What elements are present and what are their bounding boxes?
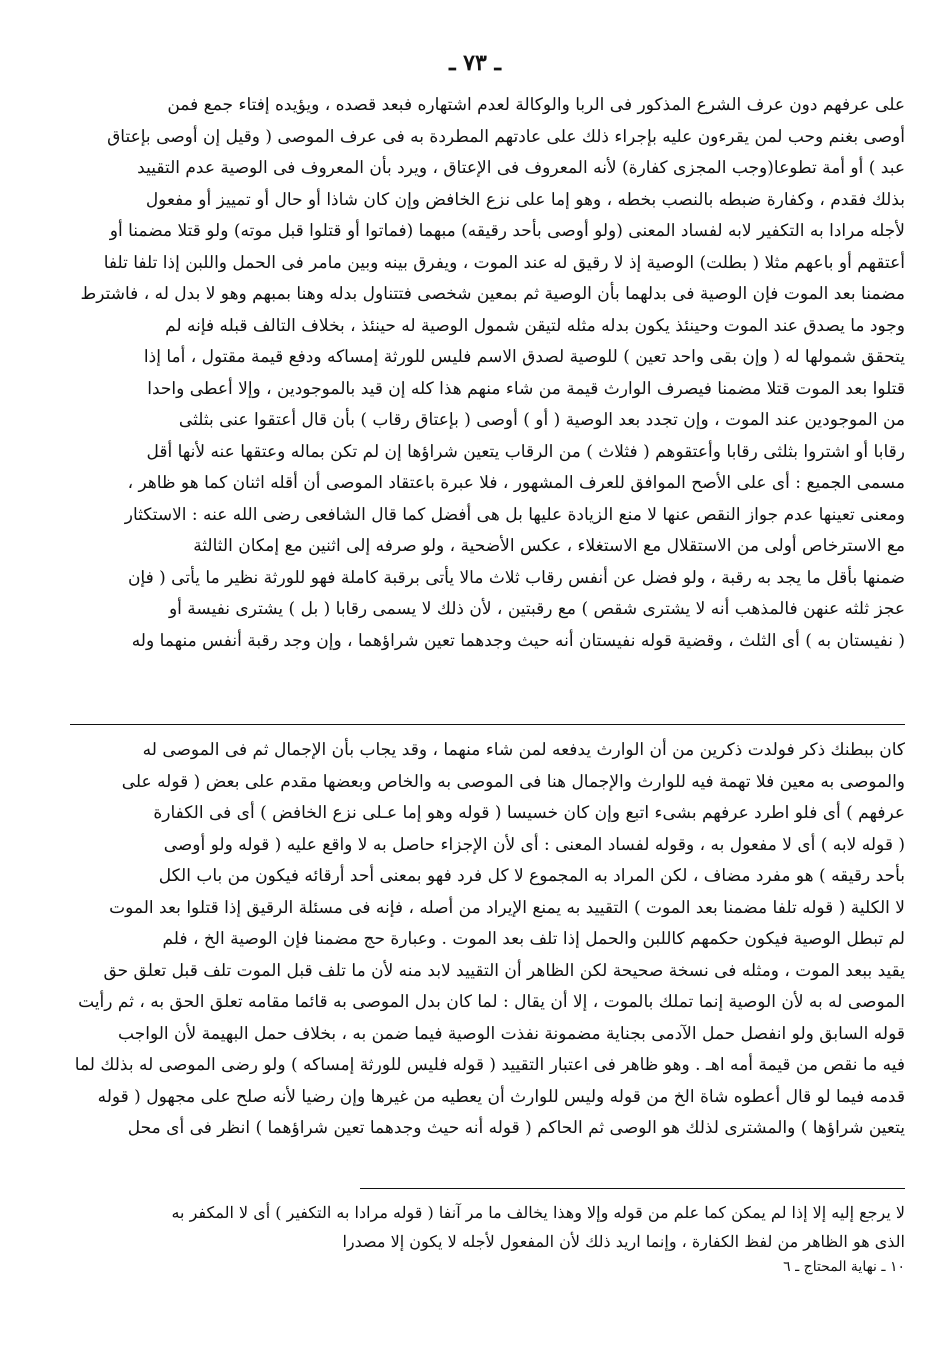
commentary-line: يقيد ببعد الموت ، ومثله فى نسخة صحيحة لكن الظاهر أن التقييد لابد منه لأن ما تلف قبل الموت تلف قبل تعلق حق <box>103 960 905 981</box>
text-line: ومعنى تعينها عدم جواز النقص عنها لا منع الزيادة عليها بل هى أفضل كما قال الشافعى رضى الله عنه : الاستكثار <box>124 504 905 525</box>
commentary-line: يتعين شراؤها ) والمشترى لذلك هو الوصى ثم الحاكم ( قوله أنه حيث وجدهما تعين شراؤهما ) انظر فى أى محل <box>127 1118 905 1138</box>
text-line: مضمنا بعد الموت فإن الوصية فى بدلهما بأن الوصية ثم بمعين شخصى فتتناول بدله وهنا بمبهم وهو لا بدل له ، فاشترط <box>80 284 905 304</box>
commentary-text <box>70 735 905 1145</box>
text-line: مع الاسترخاص أولى من الاستقلال مع الاستغلاء ، عكس الأضحية ، ولو صرفه إلى اثنين مع إمكان الثالثة <box>193 536 905 556</box>
commentary-line: عرفهم ) أى فلو اطرد عرفهم بشىء اتبع وإن كان خسيسا ( قوله وهو إما عـلى نزع الخافض ) أى فى الكفارة <box>153 803 905 823</box>
text-line: ( نفيستان به ) أى الثلث ، وقضية قوله نفيستان أنه حيث وجدهما تعين شراؤهما ، وإن وجد رقبة أنفس منهما وله <box>131 630 905 651</box>
text-line: وجود ما يصدق عند الموت وحينئذ يكون بدله مثله لتيقن شمول الوصية له حينئذ ، بخلاف التالف قبله فإنه لم <box>165 315 905 336</box>
text-line: قتلوا بعد الموت قتلا مضمنا فيصرف الوارث قيمة من شاء منهم هذا كله إن قيد بالموجودين ، وإلا أعطى واحدا <box>147 378 905 399</box>
commentary-line: قدمه فيما لو قال أعطوه شاة الخ من قوله وليس للوارث أن يعطيه من غيرها وإن رضيا لأنه صلح على مجهول ( قوله <box>97 1086 905 1107</box>
page-number: ـ ٧٣ ـ <box>449 50 501 76</box>
footnote-line: لا يرجع إليه إلا إذا لم يمكن كما علم من قوله وإلا وهذا يخالف ما مر آنفا ( قوله مرادا به التكفير ) أى لا المكفر به <box>171 1203 905 1222</box>
text-line: أعتقهم أو باعهم مثلا ( بطلت) الوصية إذ لا رقيق له عند الموت ، ويفرق بينه وبين مامر فى الحمل واللبن إذا تلفا تلفا <box>103 252 905 273</box>
main-text <box>70 90 905 657</box>
commentary-line: لا الكلية ( قوله تلفا مضمنا بعد الموت ) التقييد به يمنع الإيراد من أصله ، فإنه فى مسئلة الرقيق إذا قتلوا بعد الموت <box>109 897 905 918</box>
commentary-line: ( قوله لابه ) أى لا مفعول به ، وقوله لفساد المعنى : أى لأن الإجزاء حاصل به لا واقع عليه ( قوله ولو أوصى <box>163 834 905 855</box>
commentary-line: قوله السابق ولو انفصل حمل الآدمى بجناية مضمونة نفذت الوصية فيما ضمن به ، بخلاف حمل البهيمة لأن الواجب <box>118 1023 905 1044</box>
text-line: ضمنها بأقل ما يجد به رقبة ، ولو فضل عن أنفس رقاب ثلاث مالا يأتى برقبة كاملة فهو للورثة نظير ما يأتى ( فإن <box>127 567 905 588</box>
text-line: من الموجودين عند الموت ، وإن تجدد بعد الوصية ( أو ) أوصى ( بإعتاق رقاب ) بأن قال أعتقوا عنى بثلثى <box>178 410 905 430</box>
commentary-line: والموصى به معين فلا تهمة فيه للوارث والإجمال هنا فى الموصى به والخاص وبعضها مقدم على بعض ( قوله على <box>121 771 905 792</box>
text-line: عبد ) أو أمة تطوعا(وجب المجزى كفارة) لأنه المعروف فى الإعتاق ، ويرد بأن المعروف فى الوصية عدم التقييد <box>137 158 905 178</box>
text-line: بذلك فقدم ، وكفارة ضبطه بالنصب بخطه ، وهو إما على نزع الخافض وإن كان شاذا أو حال أو تمييز أو مفعول <box>145 189 905 210</box>
footnote-divider <box>70 724 905 725</box>
commentary-line: بأحد رقيقه ) هو مفرد مضاف ، لكن المراد به المجموع لا كل فرد فهو بمعنى أحد أرقائه فيكون من باب الكل <box>158 866 905 886</box>
commentary-line: الموصى له به لأن الوصية إنما تملك بالموت ، إلا أن يقال : لما كان بدل الموصى به قائما مقامه تعلق الحق به ، ثم رأيت <box>78 992 905 1012</box>
text-line: على عرفهم دون عرف الشرع المذكور فى الربا والوكالة لعدم اشتهاره فبعد قصده ، ويؤيده إفتاء جمع فمن <box>167 95 905 115</box>
commentary-line: فيه ما نقص من قيمة أمه اهـ . وهو ظاهر فى اعتبار التقييد ( قوله فليس للورثة إمساكه ) ولو رضى الموصى له بذلك لما <box>74 1055 905 1075</box>
text-line: مسمى الجميع : أى على الأصح الموافق للعرف المشهور ، فلا عبرة باعتقاد الموصى أن أقله اثنان كما هو ظاهر ، <box>127 473 905 493</box>
text-line: أوصى بغنم وحب لمن يقرءون عليه بإجراء ذلك على عادتهم المطردة به فى عرف الموصى ( وقيل إن أوصى بإعتاق <box>107 126 905 147</box>
footnote-divider-short <box>360 1188 905 1189</box>
text-line: عجز ثلثه عنهن فالمذهب أنه لا يشترى شقص ) مع رقبتين ، لأن ذلك لا يسمى رقابا ( بل ) يشترى نفيسة أو <box>168 599 905 619</box>
commentary-line: لم تبطل الوصية فيكون حكمهم كاللبن والحمل إذا تلف بعد الموت . وعبارة حج مضمنا فإن الوصية الخ ، فلم <box>162 929 905 949</box>
text-line: لأجله مرادا به التكفير لابه لفساد المعنى (ولو أوصى بأحد رقيقه) مبهما (فماتوا أو قتلوا قبل موته) ولو قتلا مضمنا أو <box>109 221 905 241</box>
footnote-line: الذى هو الظاهر من لفظ الكفارة ، وإنما اريد ذلك لأن المفعول لأجله لا يكون إلا مصدرا <box>342 1232 905 1251</box>
commentary-line: كان ببطنك ذكر فولدت ذكرين من أن الوارث يدفعه لمن شاء منهما ، وقد يجاب بأن الإجمال ثم فى الموصى له <box>142 740 905 760</box>
text-line: يتحقق شمولها له ( وإن بقى واحد تعين ) للوصية لصدق الاسم فليس للورثة إمساكه ودفع قيمة مقتول ، أما إذا <box>143 347 905 367</box>
signature-footer: ١٠ ـ نهاية المحتاج ـ ٦ <box>783 1259 905 1275</box>
text-line: رقابا أو اشتروا بثلثى رقابا وأعتقوهم ( فثلاث ) من الرقاب يتعين شراؤها إن لم تكن بماله وعتقها عنه لأنها أقل <box>146 441 905 462</box>
footnote-text <box>70 1198 905 1256</box>
